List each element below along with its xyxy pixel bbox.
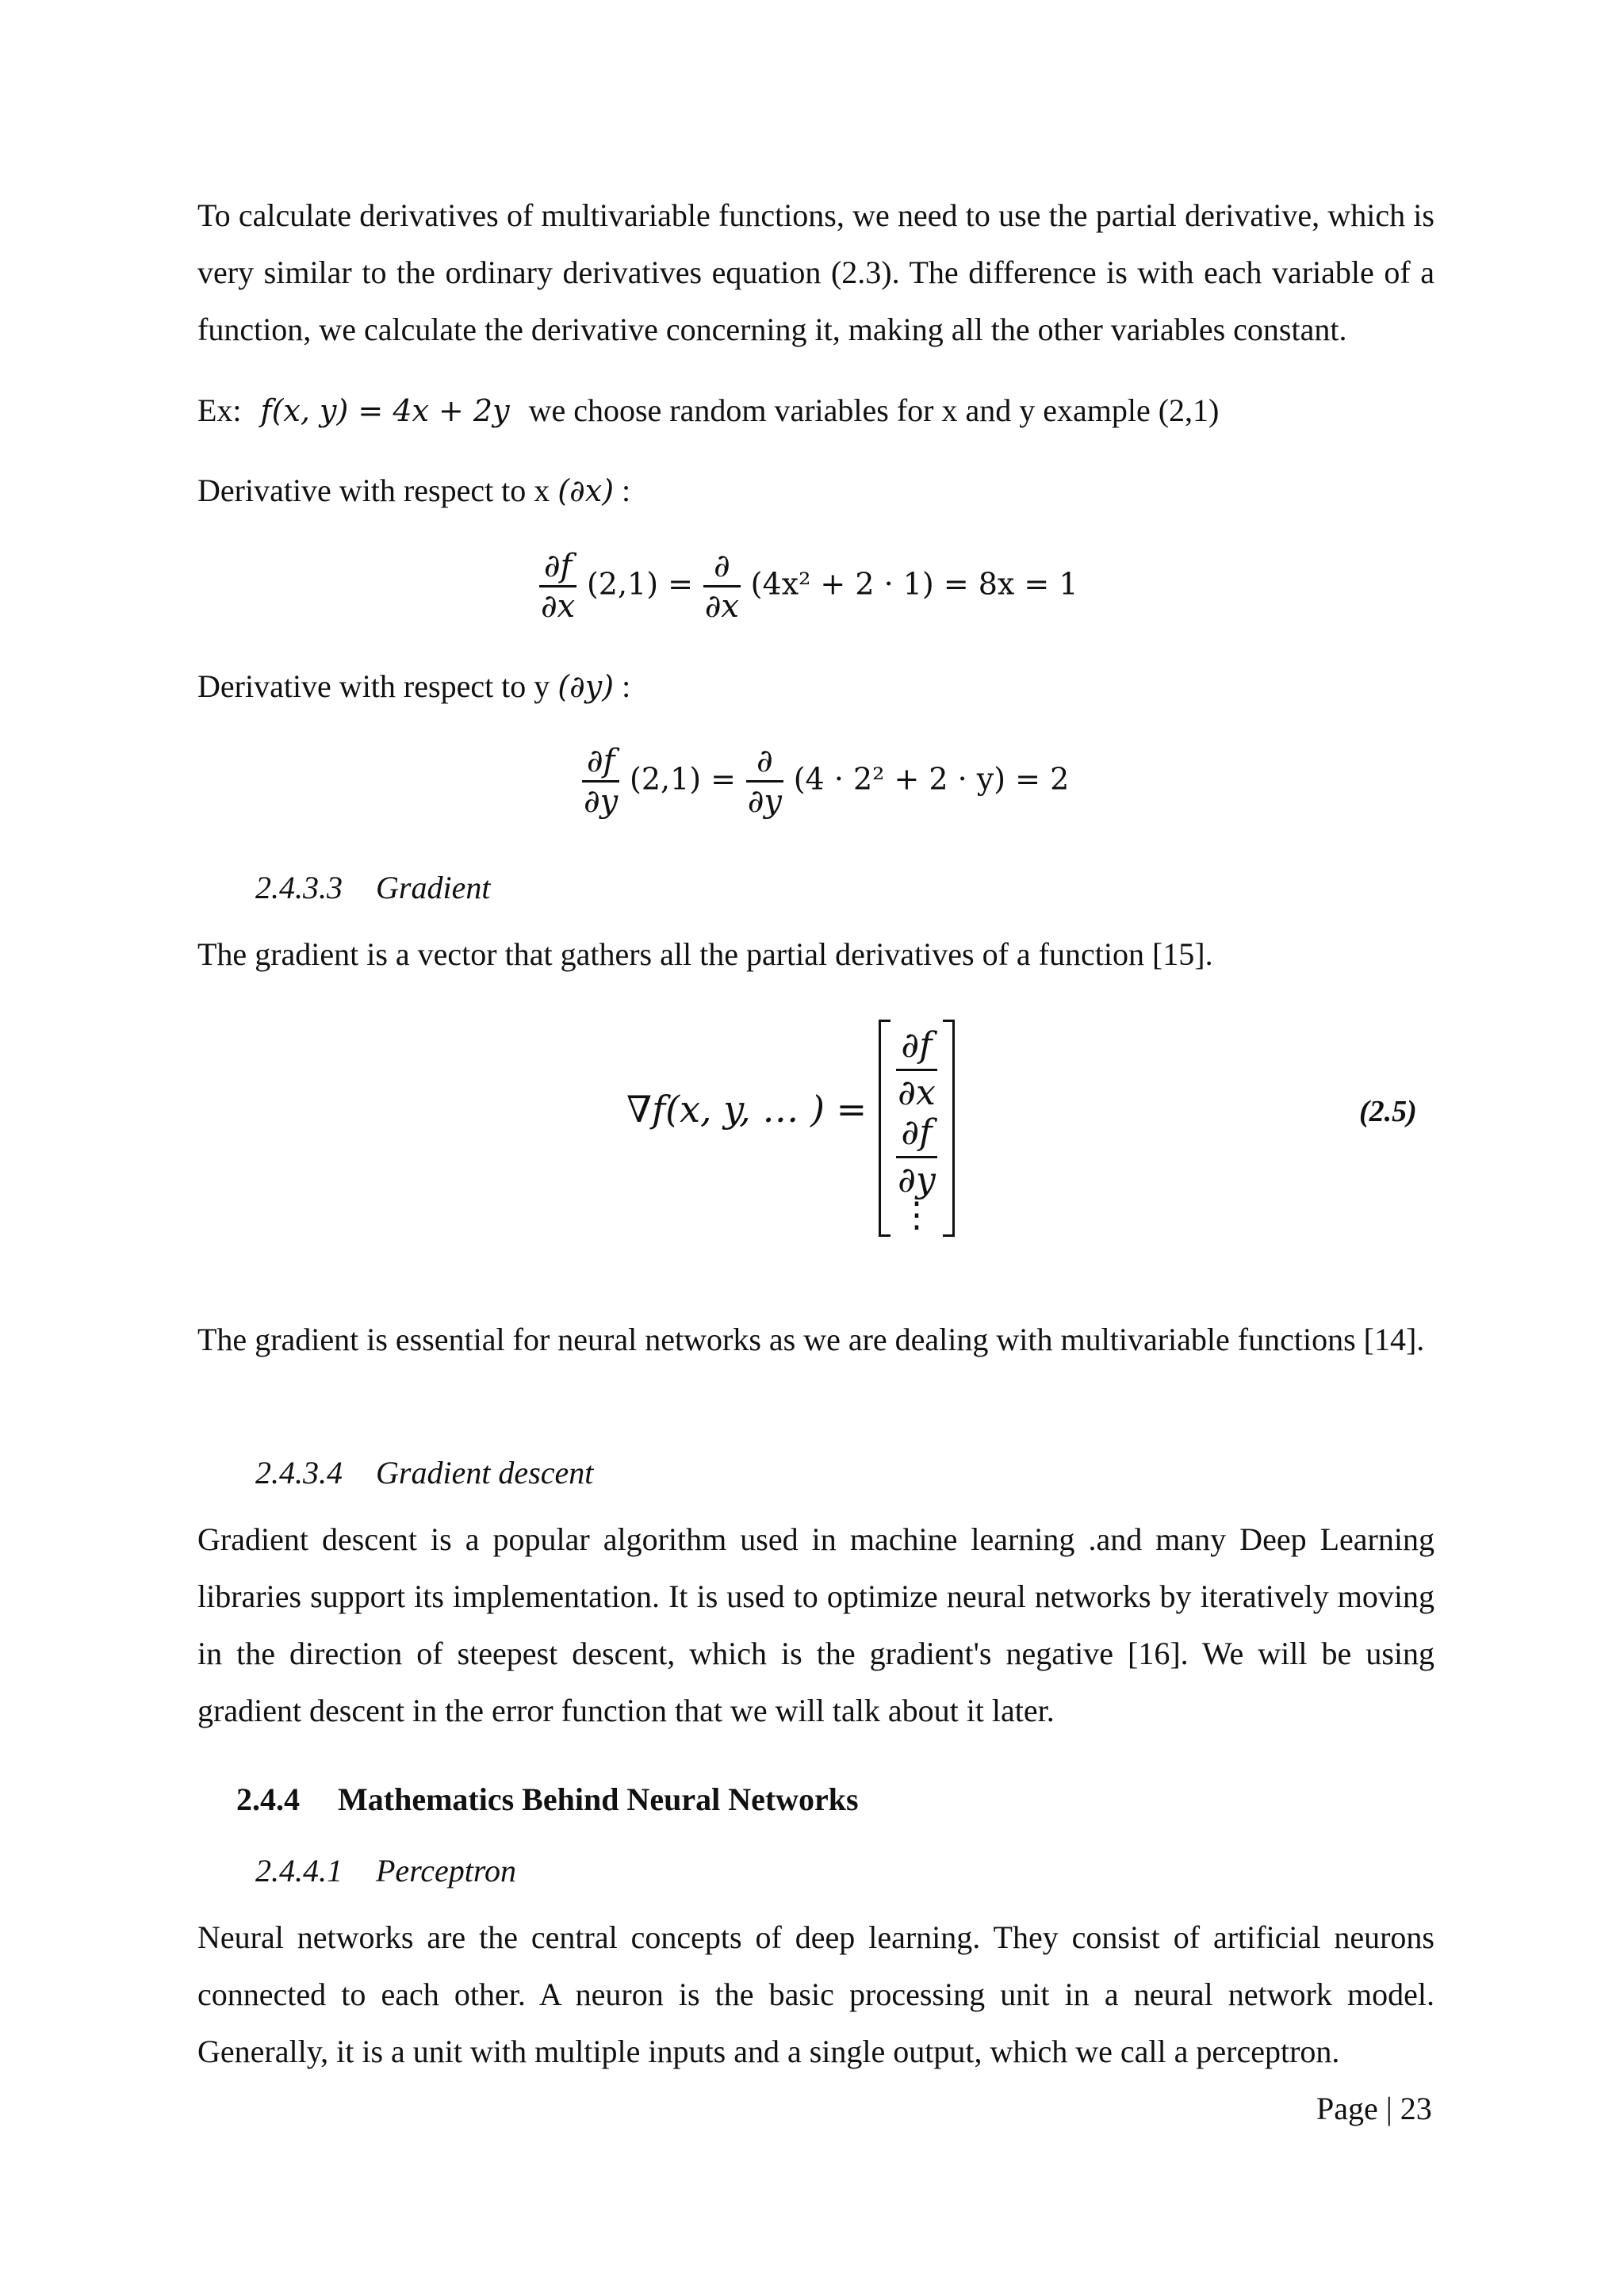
perceptron-paragraph: Neural networks are the central concepts of deep learning. They consist of artificial neurons connected to each other. A neuron is the basic processing unit in a neural network model. Generally, it is a unit with multiple inputs and a single output, which we call a perceptron.	[197, 1919, 1434, 2069]
fraction-df-dx	[539, 547, 576, 626]
fraction-denominator: ∂x	[541, 588, 576, 625]
derivative-x-colon: :	[622, 473, 631, 508]
heading-gradient-descent	[255, 1454, 593, 1491]
fraction-d-dy	[746, 742, 783, 821]
heading-number: 2.4.3.3	[255, 870, 343, 905]
heading-title: Gradient	[376, 870, 491, 905]
derivative-x-label: Derivative with respect to x	[197, 473, 550, 508]
heading-perceptron	[255, 1852, 516, 1889]
fraction-denominator: ∂y	[584, 783, 619, 820]
heading-title: Mathematics Behind Neural Networks	[338, 1781, 859, 1817]
derivative-x-rhs: (4x² + 2 · 1) = 8x = 1	[750, 566, 1078, 602]
example-prefix: Ex:	[197, 392, 242, 428]
fraction-numerator: ∂	[746, 742, 783, 783]
left-bracket	[879, 1020, 891, 1237]
heading-title: Gradient descent	[376, 1455, 594, 1490]
fraction-denominator: ∂y	[747, 783, 783, 820]
derivative-y-point: (2,1) =	[630, 761, 737, 797]
heading-number: 2.4.4	[236, 1781, 300, 1817]
gradient-vector	[879, 1020, 955, 1235]
derivative-y-label: Derivative with respect to y	[197, 668, 550, 704]
gradient-definition-paragraph: The gradient is a vector that gathers all the partial derivatives of a function [15].	[197, 936, 1213, 972]
vector-entry: ∂f	[901, 1025, 933, 1066]
heading-number: 2.4.3.4	[255, 1455, 343, 1490]
gradient-equation-lhs	[626, 1088, 867, 1131]
derivative-y-rhs: (4 · 2² + 2 · y) = 2	[793, 761, 1070, 797]
gradient-descent-paragraph: Gradient descent is a popular algorithm used in machine learning .and many Deep Learning libraries support its implementation. It is used to optimize neural networks by iteratively moving in the direction of steepest descent, which is the gradient's negative [16]. We will be using gradient descent in the error function that we will talk about it later.	[197, 1521, 1434, 1728]
intro-paragraph: To calculate derivatives of multivariable functions, we need to use the partial derivative, which is very similar to the ordinary derivatives equation (2.3). The difference is with each variable of a function, we calculate the derivative concerning it, making all the other variables constant.	[197, 197, 1434, 347]
derivative-x-label-line	[197, 469, 630, 513]
fraction-numerator: ∂f	[582, 742, 619, 783]
derivative-x-symbol: (∂x)	[557, 473, 615, 508]
fraction-bar	[896, 1156, 937, 1158]
derivative-x-equation	[539, 547, 1078, 626]
example-suffix: we choose random variables for x and y example (2,1)	[528, 392, 1220, 428]
page-number: Page | 23	[1316, 2091, 1432, 2126]
fraction-numerator: ∂	[703, 547, 741, 587]
right-bracket	[943, 1020, 955, 1237]
vector-entry: ⋮	[899, 1195, 934, 1235]
fraction-d-dx	[703, 547, 741, 626]
fraction-df-dy	[582, 742, 619, 821]
heading-gradient	[255, 869, 490, 906]
fraction-denominator: ∂x	[704, 588, 739, 625]
fraction-bar	[896, 1069, 937, 1071]
vector-entry: ∂y	[898, 1160, 936, 1200]
equation-number: (2.5)	[1359, 1095, 1417, 1128]
derivative-y-label-line	[197, 664, 630, 709]
example-line	[197, 388, 1219, 433]
derivative-x-point: (2,1) =	[586, 566, 693, 602]
vector-entry: ∂f	[901, 1112, 933, 1153]
gradient-essential-paragraph: The gradient is essential for neural networks as we are dealing with multivariable functions [14].	[197, 1322, 1425, 1357]
derivative-y-symbol: (∂y)	[557, 669, 615, 704]
derivative-y-equation	[582, 742, 1069, 821]
fraction-numerator: ∂f	[539, 547, 576, 587]
vector-entry: ∂x	[898, 1073, 936, 1113]
heading-number: 2.4.4.1	[255, 1853, 343, 1888]
gradient-lhs-text: ∇f(x, y, … ) =	[626, 1088, 868, 1131]
example-function: f(x, y) = 4x + 2y	[260, 393, 510, 428]
heading-title: Perceptron	[376, 1853, 516, 1888]
derivative-y-colon: :	[622, 668, 631, 704]
heading-math-behind-neural-networks	[236, 1781, 859, 1818]
